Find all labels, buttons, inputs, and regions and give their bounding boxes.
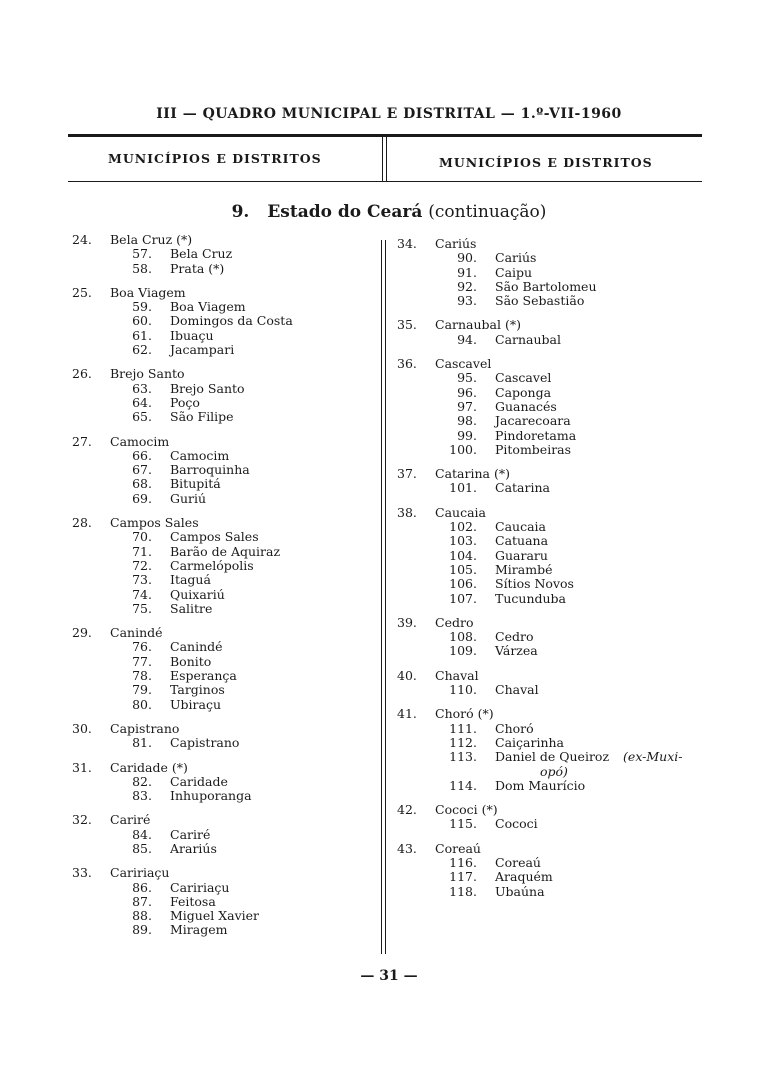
district-name: Catarina [495,480,550,496]
district-number: 74. [132,586,152,602]
left-column [72,233,372,948]
district-name: Caiçarinha [495,734,564,750]
municipality-number: 25. [72,284,92,300]
district-name: Prata (*) [170,260,225,276]
district-row [397,400,712,414]
district-name: Araquém [495,869,553,885]
municipality-name: Choró (*) [435,706,494,722]
district-name: Miguel Xavier [170,908,260,924]
district-name: Barroquinha [170,462,250,478]
column-divider-line-1 [381,240,382,954]
municipality-number: 42. [397,802,417,818]
district-name: Esperança [170,668,237,684]
district-name: Inhuporanga [170,788,252,804]
district-name: São Bartolomeu [495,278,597,294]
district-row [397,817,712,831]
municipality-row [72,286,372,300]
district-row [72,909,372,923]
district-number: 118. [449,883,477,899]
header-divider-line-1 [382,137,383,182]
district-name: São Sebastião [495,293,585,309]
district-row [72,736,372,750]
district-row [72,262,372,276]
municipality-name: Capistrano [110,720,180,736]
municipality-entry [397,616,712,659]
district-number: 105. [449,561,477,577]
district-row [72,573,372,587]
district-number: 100. [449,441,477,457]
municipality-name: Camocim [110,433,170,449]
district-name: Várzea [495,643,538,659]
district-number: 93. [457,293,477,309]
municipality-number: 43. [397,840,417,856]
municipality-entry [397,318,712,347]
district-row [397,443,712,457]
district-name: Bela Cruz [170,246,233,262]
district-row [397,736,712,750]
district-number: 61. [132,327,152,343]
district-row [72,669,372,683]
municipality-number: 26. [72,366,92,382]
district-name: Guriú [170,490,207,506]
district-name: Bonito [170,653,212,669]
district-row [397,722,712,736]
municipality-row [397,707,712,721]
district-number: 63. [132,380,152,396]
district-number: 66. [132,447,152,463]
municipality-number: 28. [72,515,92,531]
municipality-entry [397,357,712,457]
district-number: 75. [132,600,152,616]
district-name: Poço [170,394,200,410]
district-number: 67. [132,462,152,478]
section-suffix: (continuação) [428,202,547,222]
district-name: Guanacés [495,398,557,414]
district-row [397,885,712,899]
district-number: 116. [449,854,477,870]
municipality-entry [72,367,372,424]
district-number: 110. [449,682,477,698]
district-name: Feitosa [170,893,216,909]
municipality-entry [397,707,712,793]
right-column [397,237,712,909]
district-row [72,775,372,789]
municipality-row [397,506,712,520]
municipality-name: Bela Cruz (*) [110,232,193,247]
municipality-row [397,318,712,332]
district-number: 68. [132,476,152,492]
district-name: Tucunduba [495,590,566,606]
municipality-row [397,842,712,856]
district-name: Guararu [495,547,548,563]
municipality-entry [72,626,372,712]
municipality-name: Chaval [435,667,479,683]
district-row [397,386,712,400]
district-number: 79. [132,682,152,698]
header-top-rule [68,134,702,137]
district-number: 73. [132,572,152,588]
district-number: 65. [132,409,152,425]
district-row [397,280,712,294]
district-row [72,300,372,314]
municipality-number: 32. [72,812,92,828]
municipality-name: Cariré [110,812,151,828]
district-row [72,923,372,937]
municipality-name: Caririaçu [110,865,170,881]
municipality-number: 27. [72,433,92,449]
column-header-left: MUNICÍPIOS E DISTRITOS [108,151,322,166]
municipality-number: 36. [397,356,417,372]
district-name: Cascavel [495,370,552,386]
district-number: 71. [132,543,152,559]
district-number: 98. [457,413,477,429]
district-number: 95. [457,370,477,386]
district-name: Targinos [170,682,225,698]
district-row [397,266,712,280]
municipality-name: Catarina (*) [435,466,510,482]
district-name: Sítios Novos [495,576,574,592]
district-row [397,644,712,658]
municipality-row [397,616,712,630]
district-number: 114. [449,777,477,793]
district-name: Caririaçu [170,879,230,895]
municipality-entry [72,286,372,357]
district-number: 62. [132,342,152,358]
district-name: Salitre [170,600,213,616]
district-name: Itaguá [170,572,211,588]
district-name: Capistrano [170,735,240,751]
district-number: 72. [132,557,152,573]
municipality-name: Caridade (*) [110,759,188,775]
municipality-number: 40. [397,667,417,683]
district-row [397,534,712,548]
district-name: Cariré [170,826,211,842]
municipality-row [397,669,712,683]
municipality-row [72,435,372,449]
municipality-name: Brejo Santo [110,366,185,382]
district-name: Caridade [170,773,228,789]
district-number: 97. [457,398,477,414]
district-number: 87. [132,893,152,909]
district-row [72,842,372,856]
municipality-entry [72,813,372,856]
district-row [72,247,372,261]
district-name: Caponga [495,384,552,400]
municipality-number: 24. [72,232,92,247]
district-name: Caipu [495,264,533,280]
district-number: 60. [132,313,152,329]
district-number: 59. [132,299,152,315]
municipality-name: Coreaú [435,840,481,856]
district-number: 104. [449,547,477,563]
district-number: 102. [449,519,477,535]
district-number: 92. [457,278,477,294]
district-name: Catuana [495,533,549,549]
district-number: 109. [449,643,477,659]
district-row [397,251,712,265]
district-number: 77. [132,653,152,669]
district-row [72,530,372,544]
municipality-number: 38. [397,504,417,520]
district-row [397,870,712,884]
district-row [397,294,712,308]
municipality-entry [72,761,372,804]
district-name: Campos Sales [170,529,259,545]
municipality-row [72,516,372,530]
district-name: Chaval [495,682,539,698]
district-row [72,463,372,477]
municipality-name: Cascavel [435,356,492,372]
district-row [397,592,712,606]
municipality-entry [397,506,712,606]
district-row [72,881,372,895]
district-number: 57. [132,246,152,262]
municipality-entry [72,866,372,937]
municipality-name: Cedro [435,614,474,630]
municipality-row [72,233,372,247]
district-number: 86. [132,879,152,895]
district-row [72,343,372,357]
district-name: Canindé [170,639,223,655]
page-header-title: III — QUADRO MUNICIPAL E DISTRITAL — 1.º-VII-1960 [156,106,622,122]
district-note: (ex-Muxi- [623,749,683,765]
municipality-name: Caucaia [435,504,486,520]
district-number: 82. [132,773,152,789]
municipality-row [72,626,372,640]
district-name: Camocim [170,447,230,463]
district-number: 81. [132,735,152,751]
municipality-entry [72,233,372,276]
municipality-number: 31. [72,759,92,775]
district-row [72,382,372,396]
district-row [397,549,712,563]
district-row [72,477,372,491]
district-row [72,655,372,669]
district-name: Quixariú [170,586,225,602]
district-number: 113. [449,749,477,765]
column-divider-line-2 [385,240,386,954]
district-number: 89. [132,922,152,938]
district-row [72,314,372,328]
municipality-number: 39. [397,614,417,630]
municipality-number: 33. [72,865,92,881]
municipality-number: 30. [72,720,92,736]
district-number: 99. [457,427,477,443]
section-title [0,202,778,222]
district-number: 103. [449,533,477,549]
municipality-row [72,866,372,880]
district-name: Carnaubal [495,331,561,347]
municipality-row [397,357,712,371]
district-row [397,750,712,764]
district-number: 91. [457,264,477,280]
district-row [72,828,372,842]
district-name: Cedro [495,629,534,645]
district-name: São Filipe [170,409,234,425]
district-row [72,588,372,602]
district-row [72,559,372,573]
district-row [72,329,372,343]
municipality-name: Canindé [110,625,163,641]
district-number: 94. [457,331,477,347]
municipality-number: 35. [397,317,417,333]
district-row [397,779,712,793]
district-number: 90. [457,250,477,266]
district-name: Jacampari [170,342,235,358]
district-name: Caucaia [495,519,546,535]
district-row [397,333,712,347]
district-row [72,602,372,616]
municipality-number: 29. [72,625,92,641]
district-number: 76. [132,639,152,655]
district-row [397,371,712,385]
district-name: Arariús [170,840,217,856]
district-row [397,563,712,577]
district-name: Daniel de Queiroz [495,749,610,765]
municipality-number: 37. [397,466,417,482]
district-name: Choró [495,720,534,736]
district-name: Dom Maurício [495,777,586,793]
municipality-entry [72,722,372,751]
district-number: 64. [132,394,152,410]
district-name: Domingos da Costa [170,313,293,329]
district-row [72,640,372,654]
district-row [397,429,712,443]
municipality-row [397,467,712,481]
district-number: 84. [132,826,152,842]
district-row [397,683,712,697]
district-name: Brejo Santo [170,380,245,396]
district-number: 111. [449,720,477,736]
district-row [72,698,372,712]
district-name: Carmelópolis [170,557,254,573]
district-row [397,520,712,534]
district-name: Pindoretama [495,427,577,443]
district-row [397,481,712,495]
district-number: 58. [132,260,152,276]
municipality-entry [72,435,372,506]
district-row [72,895,372,909]
district-name: Miragem [170,922,228,938]
municipality-row [72,367,372,381]
district-name: Jacarecoara [495,413,571,429]
municipality-row [72,761,372,775]
district-name: Boa Viagem [170,299,246,315]
district-number: 80. [132,696,152,712]
district-row [72,789,372,803]
district-row [397,577,712,591]
district-number: 115. [449,816,477,832]
header-bottom-rule [68,181,702,182]
district-number: 70. [132,529,152,545]
district-name: Ibuaçu [170,327,214,343]
municipality-row [72,813,372,827]
district-row [72,492,372,506]
municipality-entry [72,516,372,616]
section-state-name: Estado do Ceará [267,202,423,222]
district-number: 101. [449,480,477,496]
district-name: Cariús [495,250,537,266]
district-name: Barão de Aquiraz [170,543,281,559]
district-row [397,414,712,428]
district-row [397,856,712,870]
district-number: 106. [449,576,477,592]
municipality-name: Carnaubal (*) [435,317,521,333]
municipality-row [397,237,712,251]
column-header-right: MUNICÍPIOS E DISTRITOS [439,155,653,170]
district-row [397,630,712,644]
municipality-row [72,722,372,736]
page-number: — 31 — [360,968,418,984]
district-name: Coreaú [495,854,541,870]
district-number: 108. [449,629,477,645]
district-note-continuation: opó) [540,763,568,779]
district-number: 85. [132,840,152,856]
district-number: 83. [132,788,152,804]
district-row [72,683,372,697]
district-number: 78. [132,668,152,684]
municipality-name: Boa Viagem [110,284,186,300]
district-row [72,449,372,463]
municipality-number: 41. [397,706,417,722]
municipality-entry [397,237,712,308]
municipality-name: Campos Sales [110,515,199,531]
district-number: 117. [449,869,477,885]
municipality-entry [397,803,712,832]
district-row [72,396,372,410]
municipality-entry [397,669,712,698]
district-number: 69. [132,490,152,506]
district-number: 88. [132,908,152,924]
header-divider-line-2 [386,137,387,182]
district-name: Mirambé [495,561,553,577]
municipality-name: Cococi (*) [435,802,498,818]
district-name: Ubaúna [495,883,545,899]
municipality-entry [397,467,712,496]
district-number: 112. [449,734,477,750]
municipality-row [397,803,712,817]
section-number: 9. [231,202,250,222]
district-name: Pitombeiras [495,441,572,457]
district-name: Ubiraçu [170,696,222,712]
district-name: Cococi [495,816,538,832]
district-number: 107. [449,590,477,606]
district-row [72,410,372,424]
district-number: 96. [457,384,477,400]
district-row [72,545,372,559]
municipality-name: Cariús [435,236,477,251]
municipality-number: 34. [397,236,417,251]
municipality-entry [397,842,712,899]
district-name: Bitupitá [170,476,221,492]
